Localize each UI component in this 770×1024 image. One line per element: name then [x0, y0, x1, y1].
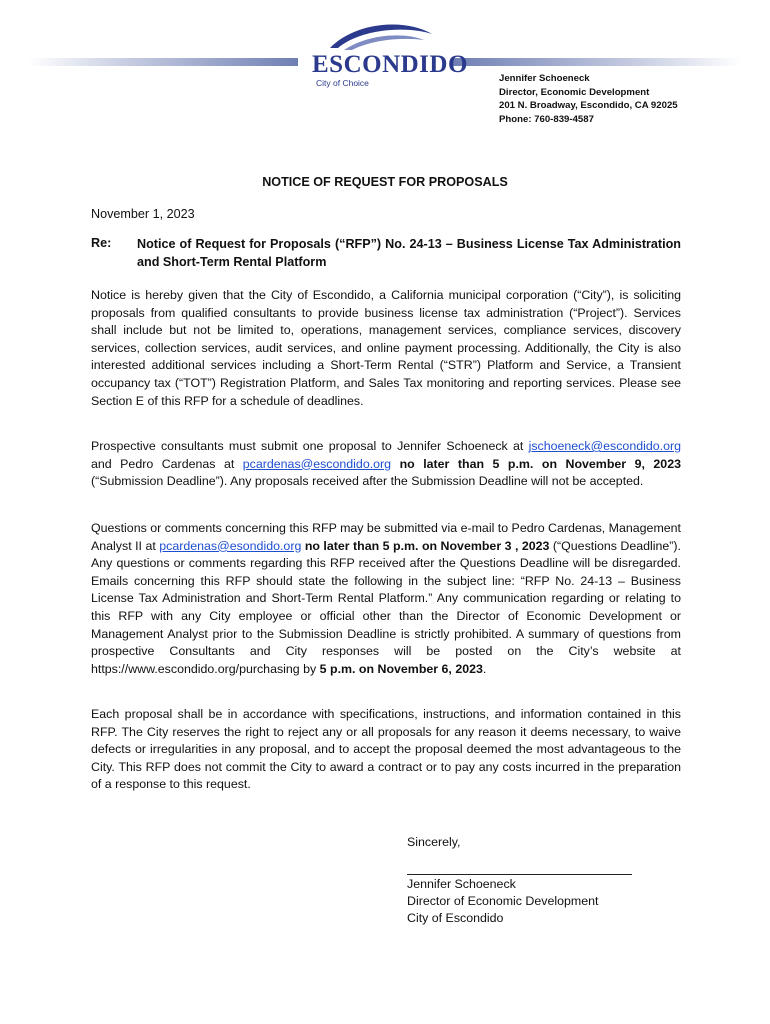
re-label: Re: — [91, 236, 112, 250]
signature-line — [407, 874, 632, 875]
paragraph-terms: Each proposal shall be in accordance with specifications, instructions, and information contained in this RFP. The City reserves the right to reject any or all proposals for any reason it deems necessary, to waive defects or irregularities in any proposal, and to accept the proposal deemed the most advantageous to the City. This RFP does not commit the City to award a contract or to pay any costs incurred in the preparation of a response to this request. — [91, 707, 681, 792]
contact-title: Director, Economic Development — [499, 86, 650, 98]
paragraph-text: . — [482, 661, 487, 676]
questions-deadline-text: no later than 5 p.m. on November 3 , 2023 — [304, 538, 550, 553]
letterhead-rule-left — [28, 58, 298, 66]
responses-posted-date-text: 5 p.m. on November 6, 2023 — [319, 661, 483, 676]
re-subject: Notice of Request for Proposals (“RFP”) No. 24-13 – Business License Tax Administration and Short-Term Rental Platform — [137, 237, 681, 269]
paragraph-text — [391, 457, 400, 471]
letterhead-rule-right — [452, 58, 742, 66]
contact-block — [499, 72, 678, 126]
signature-name: Jennifer Schoeneck — [407, 877, 516, 891]
signature-org: City of Escondido — [407, 911, 504, 926]
letterhead — [0, 0, 770, 130]
signature-title: Director of Economic Development — [407, 894, 599, 909]
paragraph-text: Prospective consultants must submit one proposal to Jennifer Schoeneck at — [91, 439, 529, 453]
document-title: NOTICE OF REQUEST FOR PROPOSALS — [262, 175, 508, 189]
paragraph-text: (“Questions Deadline”). Any questions or comments regarding this RFP received after the Questions Deadline will be disregarded. Emails concerning this RFP should state the following in the subject line: “RFP No. 24-13 – Business License Tax Administration and Short-Term Rental Platform.” Any communication regarding or relating to this RFP with any City employee or official other than the Director of Economic Development or Management Analyst prior to the Submission Deadline is strictly prohibited. A summary of questions from prospective Consultants and City responses will be posted on the City’s website at https://www.escondido.org/purchasing by — [91, 538, 682, 676]
paragraph-notice: Notice is hereby given that the City of Escondido, a California municipal corporation (“City”), is soliciting proposals from qualified consultants to provide business license tax administration (“Project”). Services shall include but not be limited to, operations, management services, compliance services, discovery services, collection services, audit services, and online payment processing. Additionally, the City is also interested additional services including a Short-Term Rental (“STR”) Platform and Service, a Transient occupancy tax (“TOT”) Registration Platform, and Sales Tax monitoring and reporting services. Please see Section E of this RFP for a schedule of deadlines. — [91, 288, 681, 408]
paragraph-submission — [91, 438, 681, 491]
escondido-logo — [300, 18, 468, 90]
contact-phone: Phone: 760-839-4587 — [499, 113, 594, 125]
paragraph-text: Questions or comments concerning this RFP may be submitted via e-mail to Pedro Cardenas, Management Analyst II at — [91, 521, 681, 553]
document-date: November 1, 2023 — [91, 207, 195, 221]
paragraph-questions — [91, 520, 681, 678]
contact-name: Jennifer Schoeneck — [499, 73, 590, 84]
submission-deadline-text: no later than 5 p.m. on November 9, 2023 — [399, 456, 681, 471]
paragraph-text: (“Submission Deadline”). Any proposals received after the Submission Deadline will not be accepted. — [91, 474, 644, 489]
logo-tagline: City of Choice — [316, 78, 369, 88]
paragraph-text: and Pedro Cardenas at — [91, 456, 243, 471]
closing-salutation: Sincerely, — [407, 835, 461, 849]
signature-block — [407, 876, 598, 928]
email-link-cardenas[interactable]: pcardenas@escondido.org — [242, 456, 392, 471]
logo-wordmark: ESCONDIDO — [312, 51, 468, 78]
email-link-cardenas-questions[interactable]: pcardenas@esondido.org — [159, 538, 302, 553]
contact-address: 201 N. Broadway, Escondido, CA 92025 — [499, 100, 678, 111]
email-link-schoeneck[interactable]: jschoeneck@escondido.org — [528, 439, 681, 453]
